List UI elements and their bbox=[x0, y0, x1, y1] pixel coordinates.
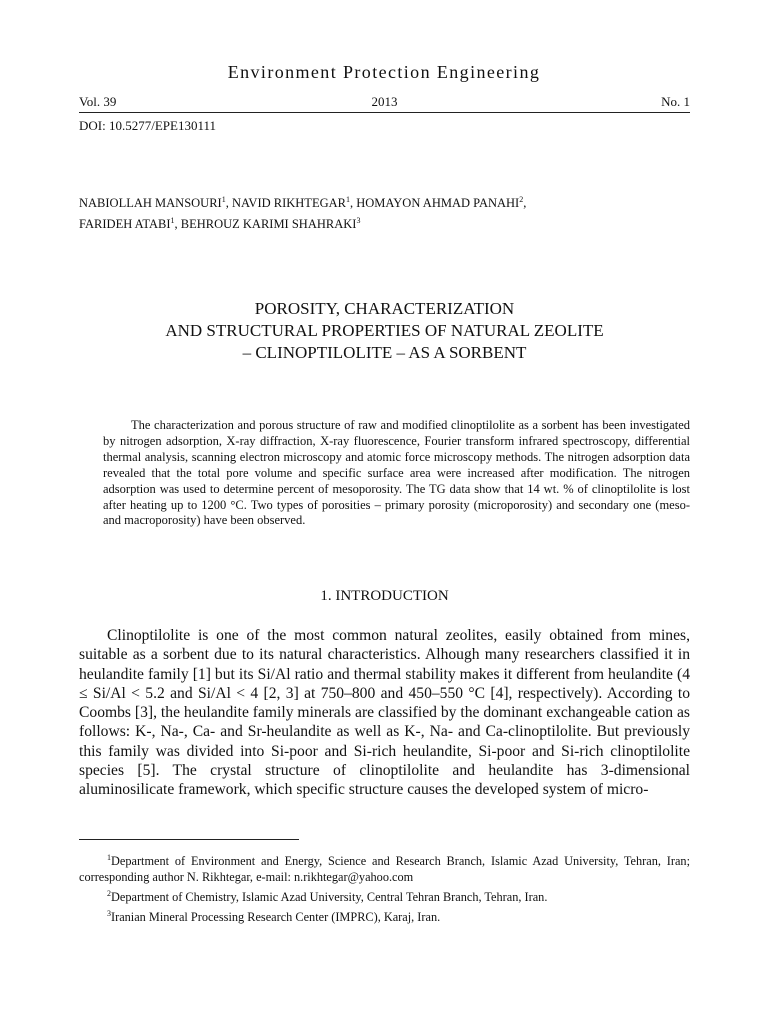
footnote-text: Department of Chemistry, Islamic Azad University, Central Tehran Branch, Tehran, Iran. bbox=[111, 889, 548, 904]
footnote bbox=[79, 906, 690, 926]
doi-label: DOI: 10.5277/EPE130111 bbox=[79, 118, 216, 133]
paper-title bbox=[79, 298, 690, 364]
title-line: – CLINOPTILOLITE – AS A SORBENT bbox=[242, 343, 527, 362]
footnote-number: 1 bbox=[107, 853, 111, 862]
footnote-text: Department of Environment and Energy, Science and Research Branch, Islamic Azad University, Tehran, Iran; corresponding author N. Rikhtegar, e-mail: n.rikhtegar@yahoo.com bbox=[79, 854, 690, 884]
footnote-divider bbox=[79, 839, 299, 840]
footnote-number: 3 bbox=[107, 908, 111, 918]
author-name: FARIDEH ATABI bbox=[79, 217, 171, 232]
issue-meta-row bbox=[79, 94, 690, 113]
section-heading-introduction: 1. INTRODUCTION bbox=[320, 588, 449, 604]
author-affiliation-mark: 1 bbox=[345, 195, 350, 204]
footnote-text: Iranian Mineral Processing Research Center (IMPRC), Karaj, Iran. bbox=[111, 909, 441, 924]
footnote bbox=[79, 886, 690, 906]
author-name: BEHROUZ KARIMI SHAHRAKI bbox=[180, 217, 357, 232]
introduction-paragraph: Clinoptilolite is one of the most common natural zeolites, easily obtained from mines, suitable as a sorbent due to its natural characteristics. Alhough many researchers classified it in heulandite family [1] but its Si/Al ratio and thermal stability makes it different from heulandite (4 ≤ Si/Al < 5.2 and Si/Al < 4 [2, 3] at 750–800 and 450–550 °C [4], respectively). According to Coombs [3], the heulandite family minerals are classified by the dominant exchangeable cation as follows: K-, Na-, Ca- and Sr-heulandite as well as K-, Na- and Ca-clinoptilolite. But previously this family was divided into Si-poor and Si-rich heulandite, Si-poor and Si-rich clinoptilolite species [5]. The crystal structure of clinoptilolite and heulandite has 3-dimensional aluminosilicate framework, which specific structure causes the developed system of micro- bbox=[79, 627, 690, 799]
author-separator: , bbox=[523, 196, 527, 211]
author-affiliation-mark: 3 bbox=[356, 216, 361, 226]
author-list bbox=[79, 191, 690, 233]
author-name: NABIOLLAH MANSOURI bbox=[79, 196, 222, 211]
journal-title: Environment Protection Engineering bbox=[227, 62, 541, 82]
title-line: AND STRUCTURAL PROPERTIES OF NATURAL ZEOLITE bbox=[165, 321, 604, 340]
author-affiliation-mark: 1 bbox=[221, 195, 226, 204]
footnote-number: 2 bbox=[107, 888, 111, 898]
footnote bbox=[79, 850, 690, 886]
title-line: POROSITY, CHARACTERIZATION bbox=[254, 299, 515, 318]
issue-number-label: No. 1 bbox=[661, 94, 690, 109]
author-affiliation-mark: 1 bbox=[170, 216, 175, 226]
volume-label: Vol. 39 bbox=[79, 94, 117, 109]
author-name: NAVID RIKHTEGAR bbox=[231, 196, 346, 211]
author-name: HOMAYON AHMAD PANAHI bbox=[356, 196, 520, 211]
author-separator: , bbox=[349, 196, 357, 211]
footnotes bbox=[79, 850, 690, 925]
abstract-text: The characterization and porous structure of raw and modified clinoptilolite as a sorbent has been investigated by nitrogen adsorption, X-ray diffraction, X-ray fluorescence, Fourier transform infrared spectroscopy, differential thermal analysis, scanning electron microscopy and atomic force microscopy methods. The nitrogen adsorption data revealed that the total pore volume and specific surface area were increased after modification. The nitrogen adsorption was used to determine percent of mesoporosity. The TG data show that 14 wt. % of clinoptilolite is lost after heating up to 1200 °C. Two types of porosities – primary porosity (microporosity) and secondary one (meso- and macroporosity) have been observed. bbox=[103, 418, 690, 528]
author-separator: , bbox=[174, 217, 181, 232]
author-affiliation-mark: 2 bbox=[519, 195, 524, 204]
year-label: 2013 bbox=[371, 94, 398, 109]
author-separator: , bbox=[225, 196, 232, 211]
